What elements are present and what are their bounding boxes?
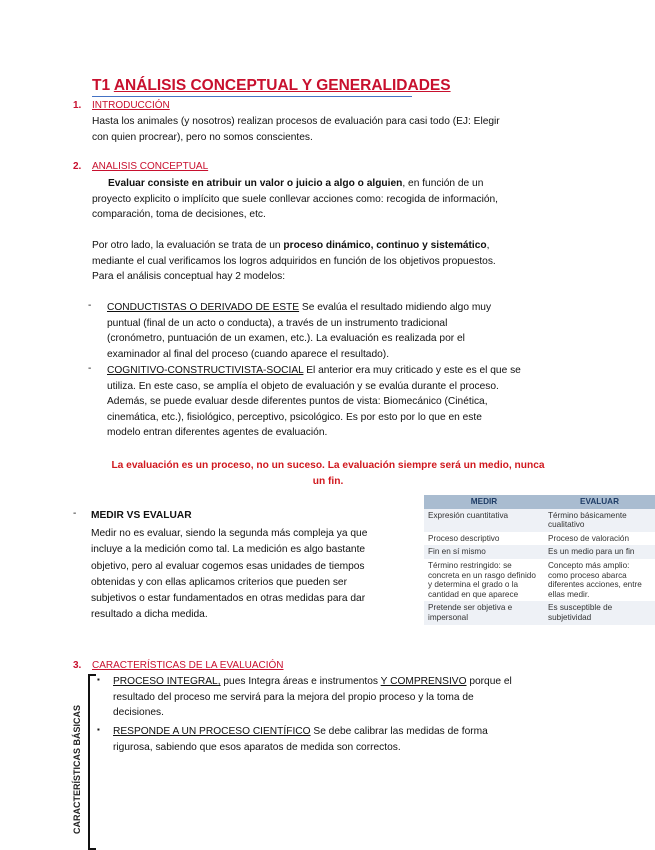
model-cognitivo bbox=[107, 363, 607, 441]
text-line: cinemática, etc.), fisiológico, perceptivo, psicológico. Es por esto por lo que en este bbox=[107, 411, 482, 423]
table-row bbox=[424, 532, 655, 546]
medir-evaluar-table bbox=[424, 495, 655, 625]
title-number: T1 bbox=[92, 77, 111, 94]
table-row bbox=[424, 601, 655, 624]
text-fragment: Por otro lado, la evaluación se trata de un bbox=[92, 240, 284, 251]
text-line: objetivo, pero al evaluar cogemos esas unidades de tiempos bbox=[91, 560, 365, 572]
table-cell: Concepto más amplio: como proceso abarca diferentes acciones, entre ellas medir. bbox=[544, 559, 655, 601]
characteristic-name: RESPONDE A UN PROCESO CIENTÍFICO bbox=[113, 726, 311, 737]
text-line bbox=[92, 238, 612, 254]
text-line: subjetivos o estar fundamentados en otras medidas para dar bbox=[91, 593, 366, 605]
model-name: CONDUCTISTAS O DERIVADO DE ESTE bbox=[107, 302, 300, 313]
text-line bbox=[107, 300, 607, 316]
text-line: Hasta los animales (y nosotros) realizan procesos de evaluación para casi todo (EJ: Elegir bbox=[92, 116, 500, 127]
highlight-note bbox=[88, 458, 568, 489]
text-line: La evaluación es un proceso, no un suceso. La evaluación siempre será un medio, nunca bbox=[111, 460, 545, 471]
characteristic-integral bbox=[113, 674, 583, 721]
text-line: (cronómetro, puntuación de un examen, etc.). La evaluación es realizada por el bbox=[107, 333, 465, 345]
text-fragment: Se evalúa el resultado midiendo algo muy bbox=[299, 302, 492, 313]
table-cell: Término básicamente cualitativo bbox=[544, 509, 655, 532]
square-bullet-icon: ▪ bbox=[97, 725, 100, 734]
section-1-body bbox=[92, 114, 612, 145]
text-line: rigurosa, sabiendo que esos aparatos de medida son correctos. bbox=[113, 741, 401, 753]
text-line: decisiones. bbox=[113, 707, 164, 719]
characteristic-cientifico bbox=[113, 724, 583, 755]
text-line: Para el análisis conceptual hay 2 modelos: bbox=[92, 271, 286, 283]
text-line: utiliza. En este caso, se amplía el objeto de evaluación y se evalúa durante el proceso. bbox=[107, 380, 499, 392]
section-1-number: 1. bbox=[73, 100, 82, 111]
page-title bbox=[92, 77, 451, 95]
text-line: con quien procrear), pero no somos conscientes. bbox=[92, 131, 313, 143]
model-conductista bbox=[107, 300, 607, 362]
table-cell: Es un medio para un fin bbox=[544, 545, 655, 559]
square-bullet-icon: ▪ bbox=[97, 675, 100, 684]
side-label: CARACTERÍSTICAS BÁSICAS bbox=[72, 704, 82, 834]
text-fragment: , en función de un bbox=[402, 178, 484, 189]
table-cell: Es susceptible de subjetividad bbox=[544, 601, 655, 624]
table-cell: Proceso descriptivo bbox=[424, 532, 544, 546]
model-name: COGNITIVO-CONSTRUCTIVISTA-SOCIAL bbox=[107, 365, 304, 376]
bold-definition: Evaluar consiste en atribuir un valor o juicio a algo o alguien bbox=[108, 178, 403, 189]
text-fragment: porque el bbox=[466, 676, 512, 687]
text-line: puntual (final de un acto o conducta), a través de un instrumento tradicional bbox=[107, 317, 448, 329]
table-row bbox=[424, 559, 655, 601]
table-cell: Término restringido: se concreta en un rasgo definido y determina el grado o la cantidad en que aparece bbox=[424, 559, 544, 601]
characteristic-name: Y COMPRENSIVO bbox=[380, 676, 467, 687]
bold-phrase: proceso dinámico, continuo y sistemático bbox=[283, 240, 487, 251]
table-row bbox=[424, 545, 655, 559]
table-cell: Pretende ser objetiva e impersonal bbox=[424, 601, 544, 624]
table-cell: Expresión cuantitativa bbox=[424, 509, 544, 532]
title-text: ANÁLISIS CONCEPTUAL Y GENERALIDADES bbox=[113, 77, 451, 94]
text-fragment: Se debe calibrar las medidas de forma bbox=[310, 726, 488, 737]
text-line bbox=[113, 724, 583, 740]
text-line: Además, se puede evaluar desde diferentes puntos de vista: Biomecánico (Cinética, bbox=[107, 396, 488, 408]
text-fragment: El anterior era muy criticado y este es el que se bbox=[303, 365, 521, 376]
text-line: modelo entran diferentes agentes de evaluación. bbox=[107, 427, 328, 439]
text-line: resultado a dicha medida. bbox=[91, 609, 208, 621]
text-line bbox=[107, 363, 607, 379]
text-line: mediante el cual verificamos los logros adquiridos en función de los objetivos propuestos. bbox=[92, 255, 496, 267]
medir-body bbox=[91, 526, 416, 624]
text-line: proyecto explicito o implícito que suele conllevar acciones como: recogida de información, bbox=[92, 193, 499, 205]
section-2-heading: ANALISIS CONCEPTUAL bbox=[92, 161, 209, 172]
text-fragment: , bbox=[486, 240, 490, 251]
dash-bullet: - bbox=[88, 300, 92, 311]
section-3-heading: CARACTERÍSTICAS DE LA EVALUACIÓN bbox=[92, 660, 284, 671]
text-line bbox=[92, 176, 612, 192]
section-2-number: 2. bbox=[73, 161, 82, 172]
section-3-number: 3. bbox=[73, 660, 82, 671]
text-line: obtenidas y con ellas aplicamos criterios que pueden ser bbox=[91, 576, 347, 588]
text-line: incluye a la medición como tal. La medición es algo bastante bbox=[91, 544, 366, 556]
medir-heading: MEDIR VS EVALUAR bbox=[91, 510, 192, 521]
dash-bullet: - bbox=[88, 363, 92, 374]
bracket-marker bbox=[88, 674, 96, 850]
section-2-paragraph-1 bbox=[92, 176, 612, 223]
section-2-paragraph-2 bbox=[92, 238, 612, 285]
table-cell: Fin en sí mismo bbox=[424, 545, 544, 559]
text-line: un fin. bbox=[312, 475, 344, 487]
table-header-medir: MEDIR bbox=[424, 495, 544, 509]
dash-bullet: - bbox=[73, 508, 77, 519]
table-row bbox=[424, 509, 655, 532]
table-header-evaluar: EVALUAR bbox=[544, 495, 655, 509]
text-line: examinador al final del proceso (cuando aparece el resultado). bbox=[107, 348, 390, 360]
characteristic-name: PROCESO INTEGRAL, bbox=[113, 676, 221, 687]
text-line bbox=[113, 674, 583, 690]
table-cell: Proceso de valoración bbox=[544, 532, 655, 546]
text-line: resultado del proceso me servirá para la mejora del propio proceso y la toma de bbox=[113, 691, 474, 703]
text-line: Medir no es evaluar, siendo la segunda más compleja ya que bbox=[91, 528, 368, 539]
text-fragment: pues Integra áreas e instrumentos bbox=[220, 676, 381, 687]
title-underline-rule bbox=[92, 96, 412, 97]
text-line: comparación, toma de decisiones, etc. bbox=[92, 209, 266, 221]
section-1-heading: INTRODUCCIÓN bbox=[92, 100, 170, 111]
